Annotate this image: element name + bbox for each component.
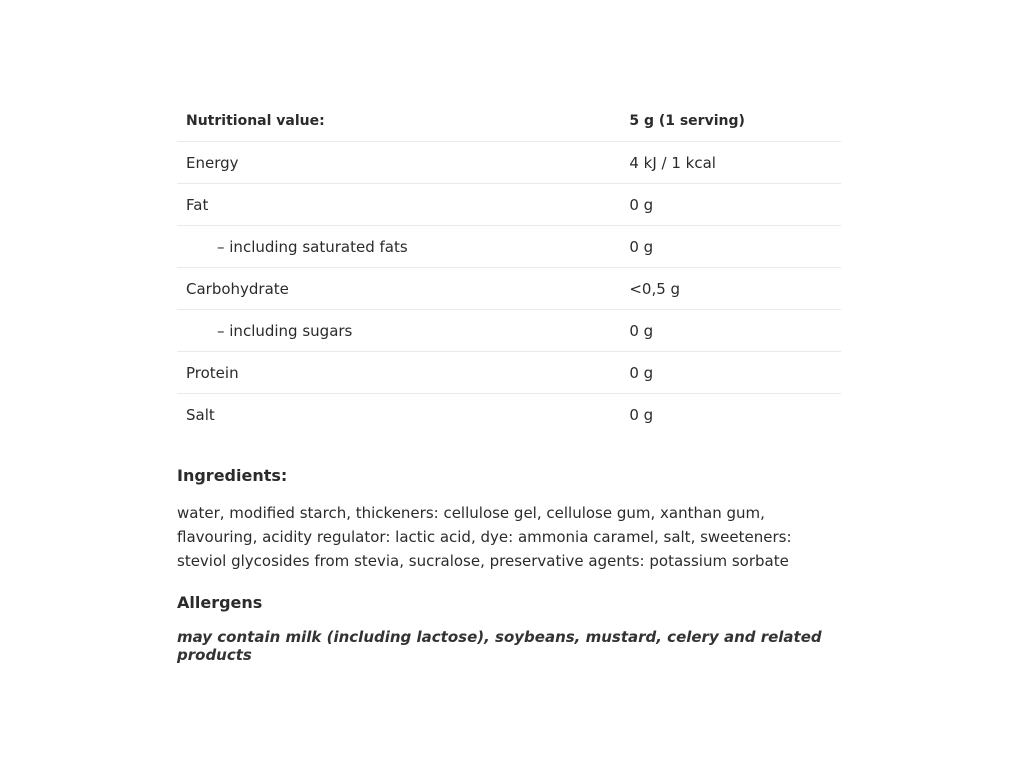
table-row — [177, 184, 841, 226]
nutrient-value-sugars: 0 g — [629, 310, 841, 352]
table-row — [177, 142, 841, 184]
nutrition-header-row — [177, 100, 841, 142]
ingredients-text: water, modified starch, thickeners: cellulose gel, cellulose gum, xanthan gum, flavouring, acidity regulator: lactic acid, dye: ammonia caramel, salt, sweeteners: steviol glycosides from stevia, sucralose, preservative agents: potassium sorbate — [177, 504, 792, 570]
ingredients-heading: Ingredients: — [177, 466, 288, 485]
nutrient-label-sugars: – including sugars — [177, 310, 629, 352]
product-info — [177, 100, 841, 664]
nutrition-header-label: Nutritional value: — [177, 100, 629, 142]
table-row — [177, 310, 841, 352]
table-row — [177, 226, 841, 268]
allergens-heading: Allergens — [177, 593, 263, 612]
nutrient-value-saturated-fats: 0 g — [629, 226, 841, 268]
nutrient-label-carbohydrate: Carbohydrate — [177, 268, 629, 310]
nutrient-label-salt: Salt — [186, 405, 215, 424]
table-row — [177, 352, 841, 394]
table-row — [177, 394, 841, 436]
nutrient-value-fat: 0 g — [629, 184, 841, 226]
nutrient-label-saturated-fats: – including saturated fats — [177, 226, 629, 268]
nutrient-value-protein: 0 g — [629, 352, 841, 394]
table-row — [177, 268, 841, 310]
allergens-text: may contain milk (including lactose), soybeans, mustard, celery and related products — [177, 628, 822, 664]
nutrient-value-carbohydrate: <0,5 g — [629, 268, 841, 310]
nutrient-label-energy: Energy — [177, 142, 629, 184]
nutrient-value-salt: 0 g — [629, 405, 654, 424]
nutrition-header-value: 5 g (1 serving) — [629, 100, 841, 142]
nutrient-value-energy: 4 kJ / 1 kcal — [629, 142, 841, 184]
nutrition-table — [177, 100, 841, 435]
nutrient-label-fat: Fat — [177, 184, 629, 226]
nutrient-label-protein: Protein — [177, 352, 629, 394]
